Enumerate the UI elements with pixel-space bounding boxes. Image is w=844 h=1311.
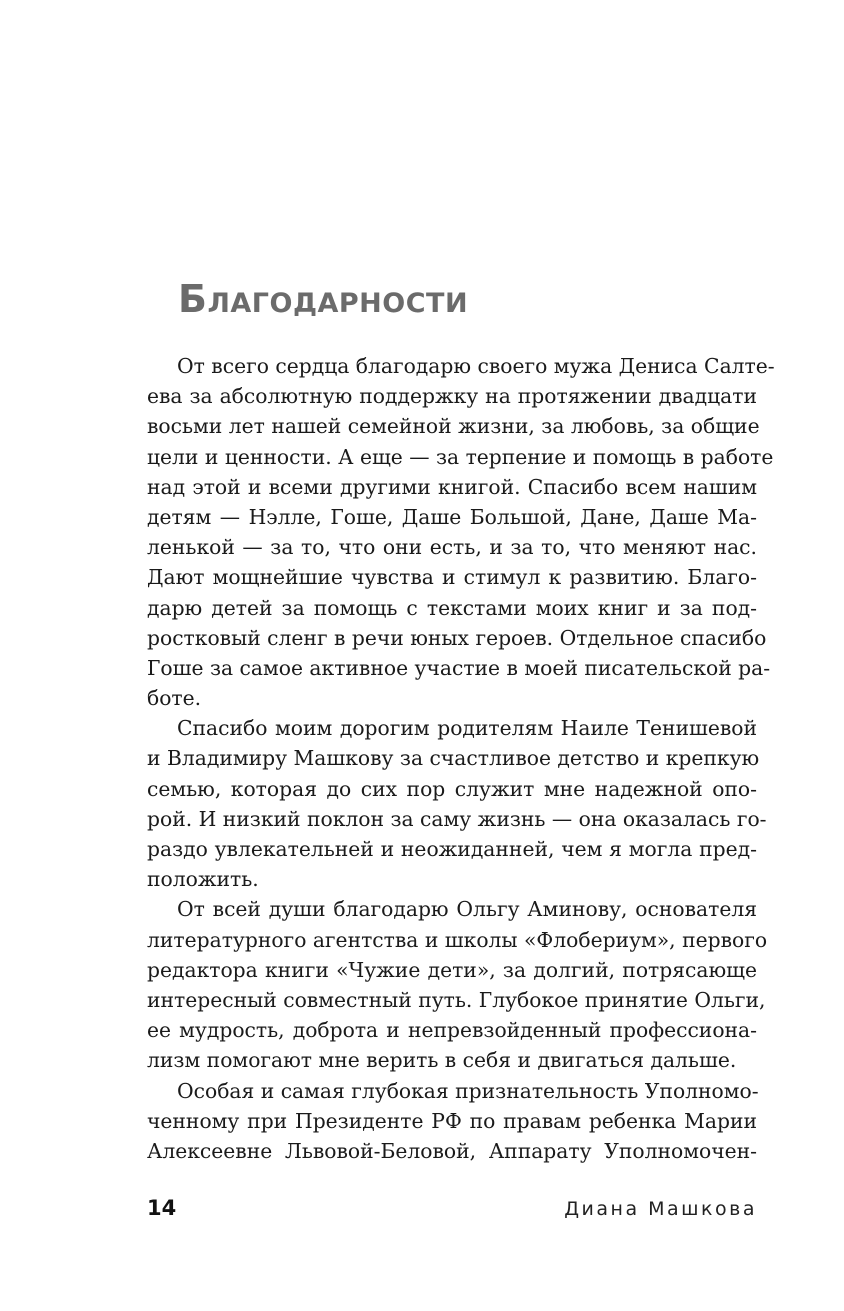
page-heading: Благодарности — [178, 277, 469, 321]
text-line: От всей души благодарю Ольгу Аминову, основателя — [177, 897, 757, 922]
text-line: боте. — [147, 686, 202, 711]
text-line: дарю детей за помощь с текстами моих книг и за под- — [147, 595, 757, 620]
text-line: цели и ценности. А еще — за терпение и помощь в работе — [147, 444, 774, 469]
text-line: семью, которая до сих пор служит мне надежной опо- — [147, 776, 757, 801]
text-line: ченному при Президенте РФ по правам ребенка Марии — [147, 1108, 757, 1133]
body-text — [147, 351, 775, 1166]
running-footer-author: Диана Машкова — [564, 1198, 757, 1220]
text-line: интересный совместный путь. Глубокое принятие Ольги, — [147, 987, 766, 1012]
text-line: редактора книги «Чужие дети», за долгий, потрясающе — [147, 957, 757, 982]
text-line: Гоше за самое активное участие в моей писательской ра- — [147, 655, 771, 680]
text-line: рой. И низкий поклон за саму жизнь — она оказалась го- — [147, 806, 767, 831]
text-line: Дают мощнейшие чувства и стимул к развитию. Благо- — [147, 565, 757, 590]
text-line: От всего сердца благодарю своего мужа Дениса Салте- — [177, 354, 775, 378]
text-line: детям — Нэлле, Гоше, Даше Большой, Дане, Даше Ма- — [147, 504, 757, 529]
text-line: над этой и всеми другими книгой. Спасибо всем нашим — [147, 474, 757, 499]
text-line: Спасибо моим дорогим родителям Наиле Тенишевой — [177, 716, 757, 741]
page-number: 14 — [147, 1196, 177, 1220]
text-line: и Владимиру Машкову за счастливое детство и крепкую — [147, 746, 760, 771]
text-line: ее мудрость, доброта и непревзойденный профессиона- — [147, 1018, 757, 1043]
text-line: литературного агентства и школы «Флобериум», первого — [147, 927, 768, 952]
text-line: восьми лет нашей семейной жизни, за любовь, за общие — [147, 414, 760, 439]
text-line: Особая и самая глубокая признательность Уполномо- — [177, 1078, 759, 1103]
text-line: Алексеевне Львовой-Беловой, Аппарату Уполномочен- — [147, 1138, 757, 1163]
text-line: раздо увлекательней и неожиданней, чем я могла пред- — [147, 837, 757, 861]
text-line: лизм помогают мне верить в себя и двигаться дальше. — [147, 1048, 737, 1073]
text-line: ростковый сленг в речи юных героев. Отдельное спасибо — [147, 625, 767, 650]
text-line: ленькой — за то, что они есть, и за то, что меняют нас. — [147, 535, 757, 560]
text-line: положить. — [147, 867, 259, 892]
text-line: ева за абсолютную поддержку на протяжении двадцати — [147, 384, 757, 409]
